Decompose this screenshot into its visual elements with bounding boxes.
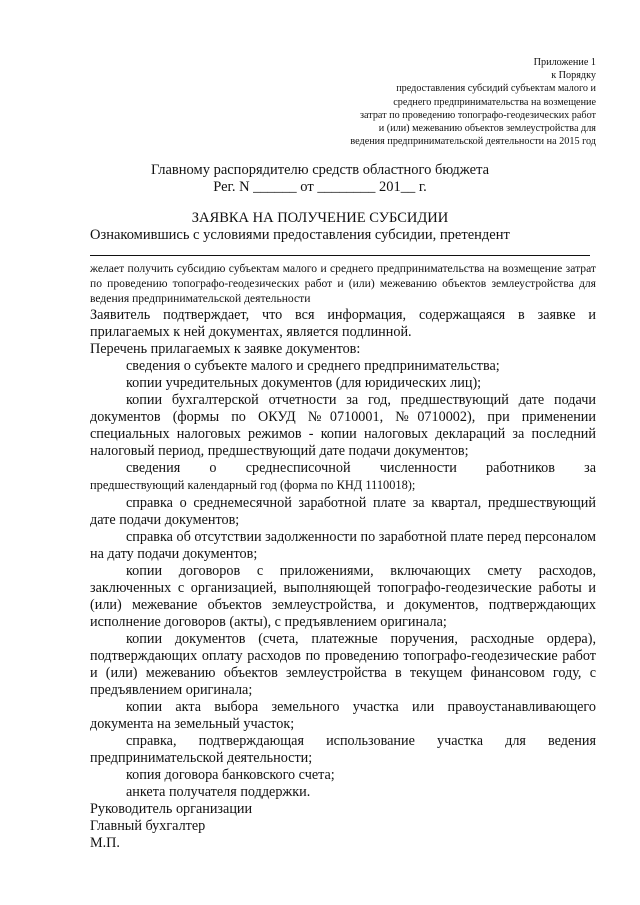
confirmation-text: Заявитель подтверждает, что вся информация, содержащаяся в заявке и прилагаемых к ней документах, является подлинной. [90,307,596,341]
list-item: справка об отсутствии задолженности по заработной плате перед персоналом на дату подачи документов; [90,528,596,562]
appendix-line: среднего предпринимательства на возмещение [393,96,596,108]
list-item: справка о среднемесячной заработной плате за квартал, предшествующий дате подачи документов; [90,494,596,528]
list-item: копии учредительных документов (для юридических лиц); [126,375,482,392]
list-item: копии документов (счета, платежные поручения, расходные ордера), подтверждающих оплату расходов по проведению топографо-геодезические работ и (или) межеванию объектов землеустройства в текущем финансовом году, с предъявлением оригинала; [90,630,596,699]
appendix-line: к Порядку [551,70,596,82]
stamp-placeholder: М.П. [90,835,120,852]
applicant-blank-line [90,249,590,256]
registration-line: Рег. N ______ от ________ 201__ г. [213,179,427,195]
appendix-line: и (или) межеванию объектов землеустройства для [378,123,596,135]
list-item: сведения о субъекте малого и среднего предпринимательства; [126,358,500,375]
appendix-line: Приложение 1 [533,57,596,68]
list-item: анкета получателя поддержки. [126,784,311,801]
list-item: копии бухгалтерской отчетности за год, предшествующий дате подачи документов (формы по ОКУД №0710001, №0710002), при применении специальных налоговых режимов - копии налоговых деклараций за последний налоговый период, предшествующий дате подачи документов; [90,392,596,460]
purpose-text: желает получить субсидию субъектам малого и среднего предпринимательства на возмещение затрат по проведению топографо-геодезических работ и (или) межеванию объектов землеустройства для ведения предпринимательской деятельности [90,262,596,305]
document-body [90,307,596,853]
document-title: ЗАЯВКА НА ПОЛУЧЕНИЕ СУБСИДИИ [191,210,449,226]
appendix-line: предоставления субсидий субъектам малого и [396,83,596,95]
signature-accountant: Главный бухгалтер [90,818,206,835]
intro-text: Ознакомившись с условиями предоставления субсидии, претендент [90,227,510,243]
list-item: сведения о среднесписочной численности работников за [126,460,596,477]
list-item: предшествующий календарный год (форма по КНД 1110018); [90,478,416,493]
appendix-line: затрат по проведению топографо-геодезических работ [359,109,596,121]
list-item: справка, подтверждающая использование участка для ведения предпринимательской деятельности; [90,733,596,767]
list-item: копия договора банковского счета; [126,767,335,784]
signature-head: Руководитель организации [90,801,253,818]
appendix-line: ведения предпринимательской деятельности на 2015 год [350,136,596,148]
list-item: копии акта выбора земельного участка или правоустанавливающего документа на земельный участок; [90,699,596,733]
list-item: копии договоров с приложениями, включающих смету расходов, заключенных с организацией, выполняющей топографо-геодезические работы и (или) межевание объектов землеустройства, и документов, подтверждающих исполнение договоров (акты), с предъявлением оригинала; [90,562,596,630]
appendix-header [276,56,596,148]
addressee-block [0,162,640,196]
documents-list-heading: Перечень прилагаемых к заявке документов: [90,341,361,358]
addressee-line: Главному распорядителю средств областного бюджета [150,162,490,178]
